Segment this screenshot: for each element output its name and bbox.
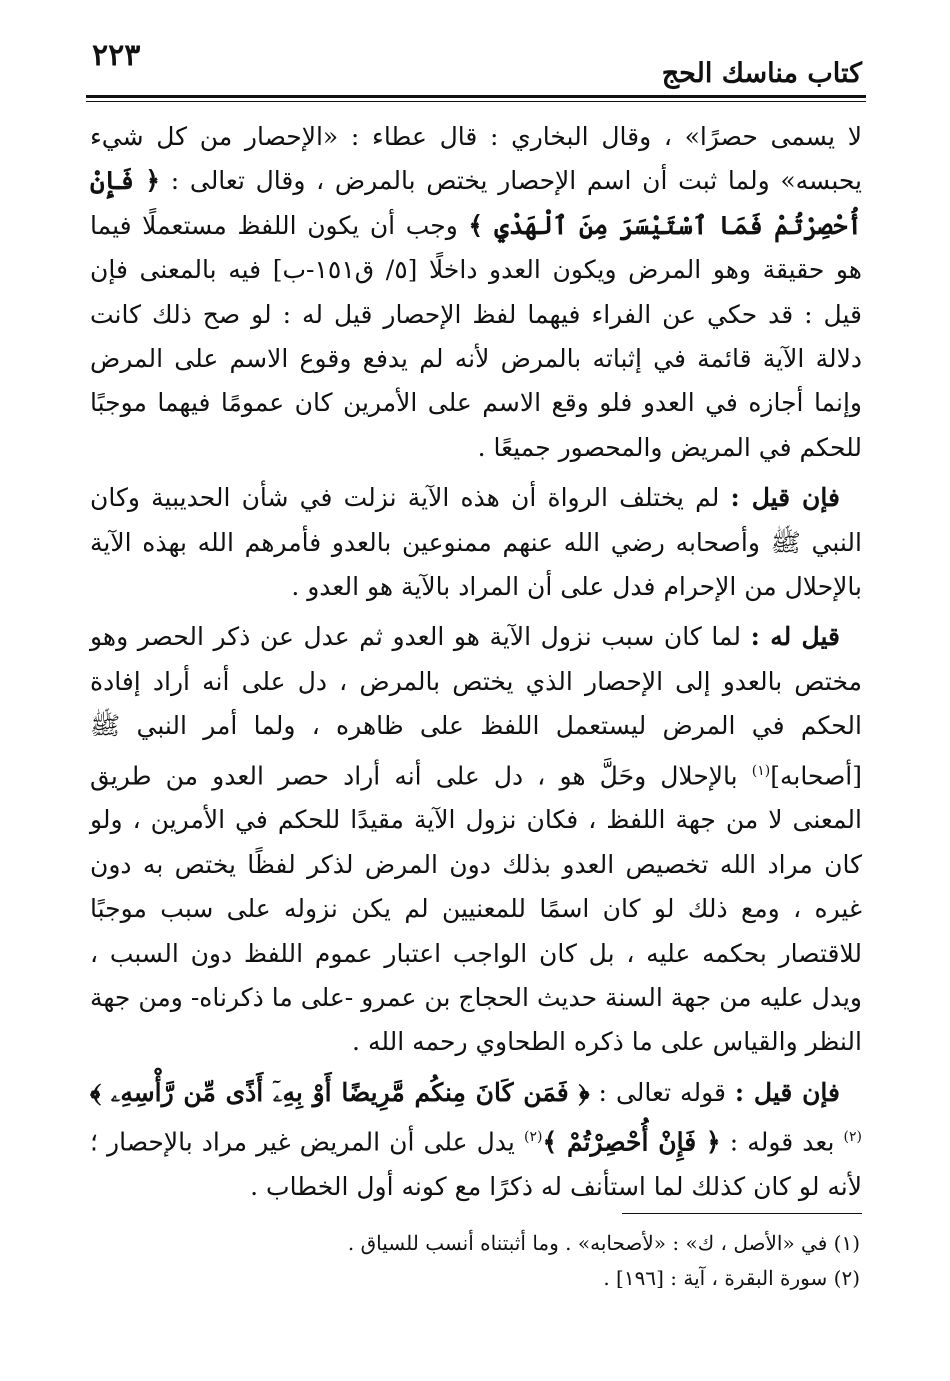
paragraph-1-text-a: لا يسمى حصرًا» ، وقال البخاري : قال عطاء : «الإحصار من كل شيء يحبسه» ولما ثبت أن اسم الإحصار يختص بالمرض ، وقال تعالى :	[90, 122, 862, 196]
page-header	[86, 34, 864, 94]
paragraph-3-text-b: بالإحلال وحَلَّ هو ، دل على أنه أراد حصر العدو من طريق المعنى لا من جهة اللفظ ، فكان نزول الآية مقيدًا للحكم في الأمرين ، ولو كان مراد الله تخصيص العدو بذلك دون المرض لذكر لفظًا يختص به دون غيره ، ومع ذلك لو كان اسمًا للمعنيين لم يكن نزوله على سبب موجبًا للاقتصار بحكمه عليه ، بل كان الواجب اعتبار عموم اللفظ دون السبب ، ويدل عليه من جهة السنة حديث الحجاج بن عمرو -على ما ذكرناه- ومن جهة النظر والقياس على ما ذكره الطحاوي رحمه الله .	[90, 761, 862, 1057]
footnote-ref-1[interactable]: (١)	[751, 762, 771, 779]
footnote-ref-2[interactable]: (٢)	[523, 1129, 543, 1146]
page-number: ٢٢٣	[92, 38, 141, 73]
header-rule-thin	[86, 101, 866, 102]
paragraph-4-lead: فإن قيل :	[734, 1077, 840, 1107]
paragraph-4-text-a: قوله تعالى :	[589, 1077, 735, 1107]
paragraph-3	[90, 615, 862, 1064]
quran-verse: ﴿ فَإِنْ أُحْصِرْتُمْ ﴾	[542, 1127, 721, 1157]
footnote-separator	[622, 1213, 862, 1214]
quran-verse: ﴿ فَإِنْ أُحْصِرْتُمْ فَمَا ٱسْتَيْسَرَ مِنَ ٱلْهَدْيِ ﴾	[90, 166, 862, 240]
paragraph-2-lead: فإن قيل :	[730, 483, 840, 513]
paragraph-3-text-a: لما كان سبب نزول الآية هو العدو ثم عدل عن ذكر الحصر وهو مختص بالعدو إلى الإحصار الذي يختص بالمرض ، دل على أنه أراد إفادة الحكم في المرض ليستعمل اللفظ على ظاهره ، ولما أمر النبي ﷺ [أصحابه]	[90, 622, 862, 791]
paragraph-2-text: لم يختلف الرواة أن هذه الآية نزلت في شأن الحديبية وكان النبي ﷺ وأصحابه رضي الله عنهم ممنوعين بالعدو فأمرهم الله بهذه الآية بالإحلال من الإحرام فدل على أن المراد بالآية هو العدو .	[90, 483, 862, 602]
paragraph-4-text-c: يدل على أن المريض غير مراد بالإحصار ؛ لأنه لو كان كذلك لما استأنف له ذكرًا مع كونه أول الخطاب .	[90, 1127, 862, 1201]
paragraph-4	[90, 1071, 862, 1210]
header-rule-thick	[86, 95, 866, 98]
quran-verse: ﴿ فَمَن كَانَ مِنكُم مَّرِيضًا أَوْ بِهِۦٓ أَذًى مِّن رَّأْسِهِۦ ﴾	[90, 1077, 590, 1107]
footnote-ref-2[interactable]: (٢)	[843, 1129, 862, 1146]
paragraph-2	[90, 476, 862, 609]
paragraph-3-lead: قيل له :	[750, 622, 840, 652]
main-text	[90, 115, 862, 1215]
footnote-2: (٢) سورة البقرة ، آية : [١٩٦] .	[603, 1266, 860, 1290]
footnote-1: (١) في «الأصل ، ك» : «لأصحابه» . وما أثبتناه أنسب للسياق .	[347, 1231, 860, 1255]
paragraph-4-text-b: بعد قوله :	[720, 1127, 844, 1157]
paragraph-1-text-b: وجب أن يكون اللفظ مستعملًا فيما هو حقيقة وهو المرض ويكون العدو داخلًا [٥/ ق١٥١-ب] فيه بالمعنى فإن قيل : قد حكي عن الفراء فيهما لفظ الإحصار قيل له : لو صح ذلك كانت دلالة الآية قائمة في إثباته بالمرض لأنه لم يدفع وقوع الاسم على المرض وإنما أجازه في العدو فلو وقع الاسم على الأمرين كان عمومًا فيهما موجبًا للحكم في المريض والمحصور جميعًا .	[90, 210, 862, 462]
paragraph-1	[90, 115, 862, 470]
running-title: كتاب مناسك الحج	[661, 58, 862, 89]
footnotes	[88, 1226, 860, 1296]
